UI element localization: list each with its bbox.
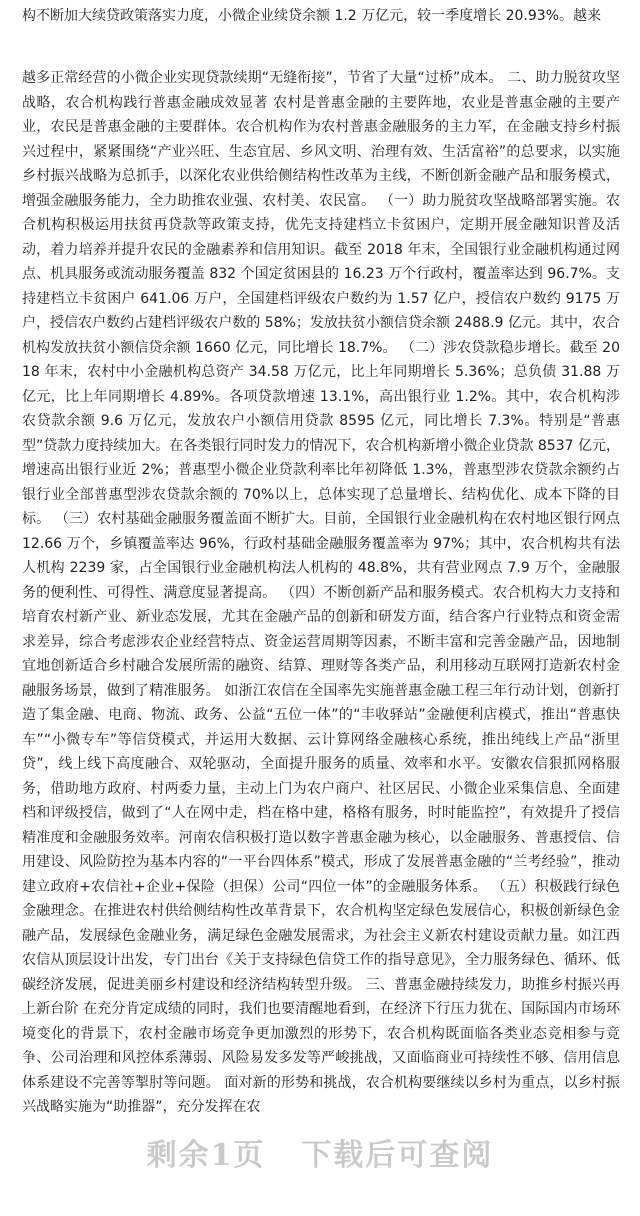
download-hint-label: 下载后可查阅	[301, 1138, 494, 1173]
remaining-pages-label: 剩余1页	[146, 1138, 266, 1173]
document-top-line: 构不断加大续贷政策落实力度，小微企业续贷余额 1.2 万亿元，较一季度增长 20.93%。越来	[22, 8, 601, 24]
document-body-text: 越多正常经营的小微企业实现贷款续期“无缝衔接”，节省了大量“过桥”成本。 二、助力脱贫攻坚战略，农合机构践行普惠金融成效显著 农村是普惠金融的主要阵地，农业是普惠金融的主要产业，农民是普惠金融的主要群体。农合机构作为农村普惠金融服务的主力军，在金融支持乡村振兴过程中，紧紧围绕“产业兴旺、生态宜居、乡风文明、治理有效、生活富裕”的总要求，以实施乡村振兴战略为总抓手，以深化农业供给侧结构性改革为主线，不断创新金融产品和服务模式，增强金融服务能力，全力助推农业强、农村美、农民富。 （一）助力脱贫攻坚战略部署实施。农合机构积极运用扶贫再贷款等政策支持，优先支持建档立卡贫困户，定期开展金融知识普及活动，着力培养并提升农民的金融素养和信用知识。截至 2018 年末，全国银行业金融机构通过网点、机具服务或流动服务覆盖 832 个国定贫困县的 16.23 万个行政村，覆盖率达到 96.7%。支持建档立卡贫困户 641.06 万户，全国建档评级农户数约为 1.57 亿户，授信农户数约 9175 万户，授信农户数约占建档评级农户数的 58%；发放扶贫小额信贷余额 2488.9 亿元。其中，农合机构发放扶贫小额信贷余额 1660 亿元，同比增长 18.7%。 （二）涉农贷款稳步增长。截至 2018 年末，农村中小金融机构总资产 34.58 万亿元，比上年同期增长 5.36%；总负债 31.88 万亿元，比上年同期增长 4.89%。各项贷款增速 13.1%，高出银行业 1.2%。其中，农合机构涉农贷款余额 9.6 万亿元，发放农户小额信用贷款 8595 亿元，同比增长 7.3%。特别是“普惠型”贷款力度持续加大。在各类银行同时发力的情况下，农合机构新增小微企业贷款 8537 亿元，增速高出银行业近 2%；普惠型小微企业贷款利率比年初降低 1.3%，普惠型涉农贷款余额约占银行业全部普惠型涉农贷款余额的 70%以上，总体实现了总量增长、结构优化、成本下降的目标。 （三）农村基础金融服务覆盖面不断扩大。目前，全国银行业金融机构在农村地区银行网点 12.66 万个，乡镇覆盖率达 96%，行政村基础金融服务覆盖率为 97%；其中，农合机构共有法人机构 2239 家，占全国银行业金融机构法人机构的 48.8%，共有营业网点 7.9 万个，金融服务的便利性、可得性、满意度显著提高。 （四）不断创新产品和服务模式。农合机构大力支持和培育农村新产业、新业态发展，尤其在金融产品的创新和研发方面，结合客户行业特点和资金需求差异，综合考虑涉农企业经营特点、资金运营周期等因素，不断丰富和完善金融产品，因地制宜地创新适合乡村融合发展所需的融资、结算、理财等各类产品，利用移动互联网打造新农村金融服务场景，做到了精准服务。 如浙江农信在全国率先实施普惠金融工程三年行动计划，创新打造了集金融、电商、物流、政务、公益“五位一体”的“丰收驿站”金融便利店模式，推出“普惠快车”“小微专车”等信贷模式，并运用大数据、云计算网络金融核心系统，推出纯线上产品“浙里贷”，线上线下高度融合、双轮驱动，全面提升服务的质量、效率和水平。安徽农信狠抓网格服务，借助地方政府、村两委力量，主动上门为农户商户、社区居民、小微企业采集信息、全面建档和评级授信，做到了“人在网中走，档在格中建，格格有服务，时时能监控”，有效提升了授信精准度和金融服务效率。河南农信积极打造以数字普惠金融为核心，以金融服务、普惠授信、信用建设、风险防控为基本内容的“一平台四体系”模式，形成了发展普惠金融的“兰考经验”，推动建立政府+农信社+企业+保险（担保）公司“四位一体”的金融服务体系。 （五）积极践行绿色金融理念。在推进农村供给侧结构性改革背景下，农合机构坚定绿色发展信心，积极创新绿色金融产品，发展绿色金融业务，满足绿色金融发展需求，为社会主义新农村建设贡献力量。如江西农信从顶层设计出发，专门出台《关于支持绿色信贷工作的指导意见》，全力服务绿色、循环、低碳经济发展，促进美丽乡村建设和经济结构转型升级。 三、普惠金融持续发力，助推乡村振兴再上新台阶 在充分肯定成绩的同时，我们也要清醒地看到，在经济下行压力犹在、国际国内市场环境变化的背景下，农村金融市场竞争更加激烈的形势下，农合机构既面临各类业态竞相参与竞争、公司治理和风控体系薄弱、风险易发多发等严峻挑战，又面临商业可持续性不够、信用信息体系建设不完善等掣肘等问题。 面对新的形势和挑战，农合机构要继续以乡村为重点，以乡村振兴战略实施为“助推器”，充分发挥在农	[22, 70, 620, 1115]
download-banner[interactable]	[0, 1130, 640, 1174]
